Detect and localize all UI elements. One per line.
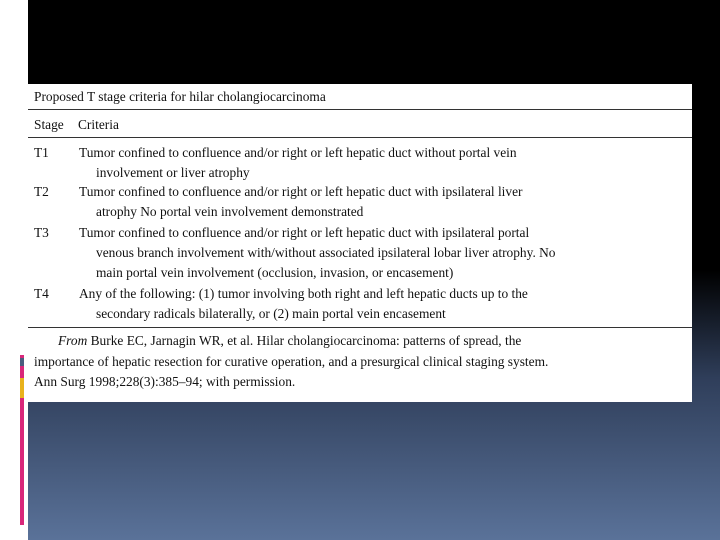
corner-decoration — [18, 50, 28, 80]
criteria-text: Any of the following: (1) tumor involving both right and left hepatic ducts up to the secondary radicals bilaterally, or (2) main portal vein encasement — [79, 286, 528, 321]
header-rule — [28, 137, 692, 138]
criteria-text: Tumor confined to confluence and/or right or left hepatic duct without portal vein involvement or liver atrophy — [79, 145, 517, 180]
stage-label: T3 — [34, 225, 49, 240]
staging-table — [28, 84, 692, 402]
criteria-text: Tumor confined to confluence and/or right or left hepatic duct with ipsilateral portal venous branch involvement with/without associated ipsilateral lobar liver atrophy. No main portal vein involvement (occlusion, invasion, or encasement) — [79, 225, 556, 280]
gold-accent-bar — [20, 378, 24, 398]
stage-label: T4 — [34, 286, 49, 301]
column-header-stage: Stage — [34, 117, 64, 132]
column-header-criteria: Criteria — [78, 117, 119, 132]
caption-rule — [28, 109, 692, 110]
source-footnote: From Burke EC, Jarnagin WR, et al. Hilar cholangiocarcinoma: patterns of spread, the importance of hepatic resection for curative operation, and a presurgical clinical staging system. Ann Surg 1998;228(3):385–94; with permission. — [34, 333, 549, 389]
criteria-text: Tumor confined to confluence and/or right or left hepatic duct with ipsilateral liver atrophy No portal vein involvement demonstrated — [79, 184, 523, 219]
stage-label: T2 — [34, 184, 49, 199]
slate-accent-bar — [20, 358, 24, 366]
stage-label: T1 — [34, 145, 49, 160]
footer-rule — [28, 327, 692, 328]
table-caption: Proposed T stage criteria for hilar cholangiocarcinoma — [34, 89, 326, 104]
